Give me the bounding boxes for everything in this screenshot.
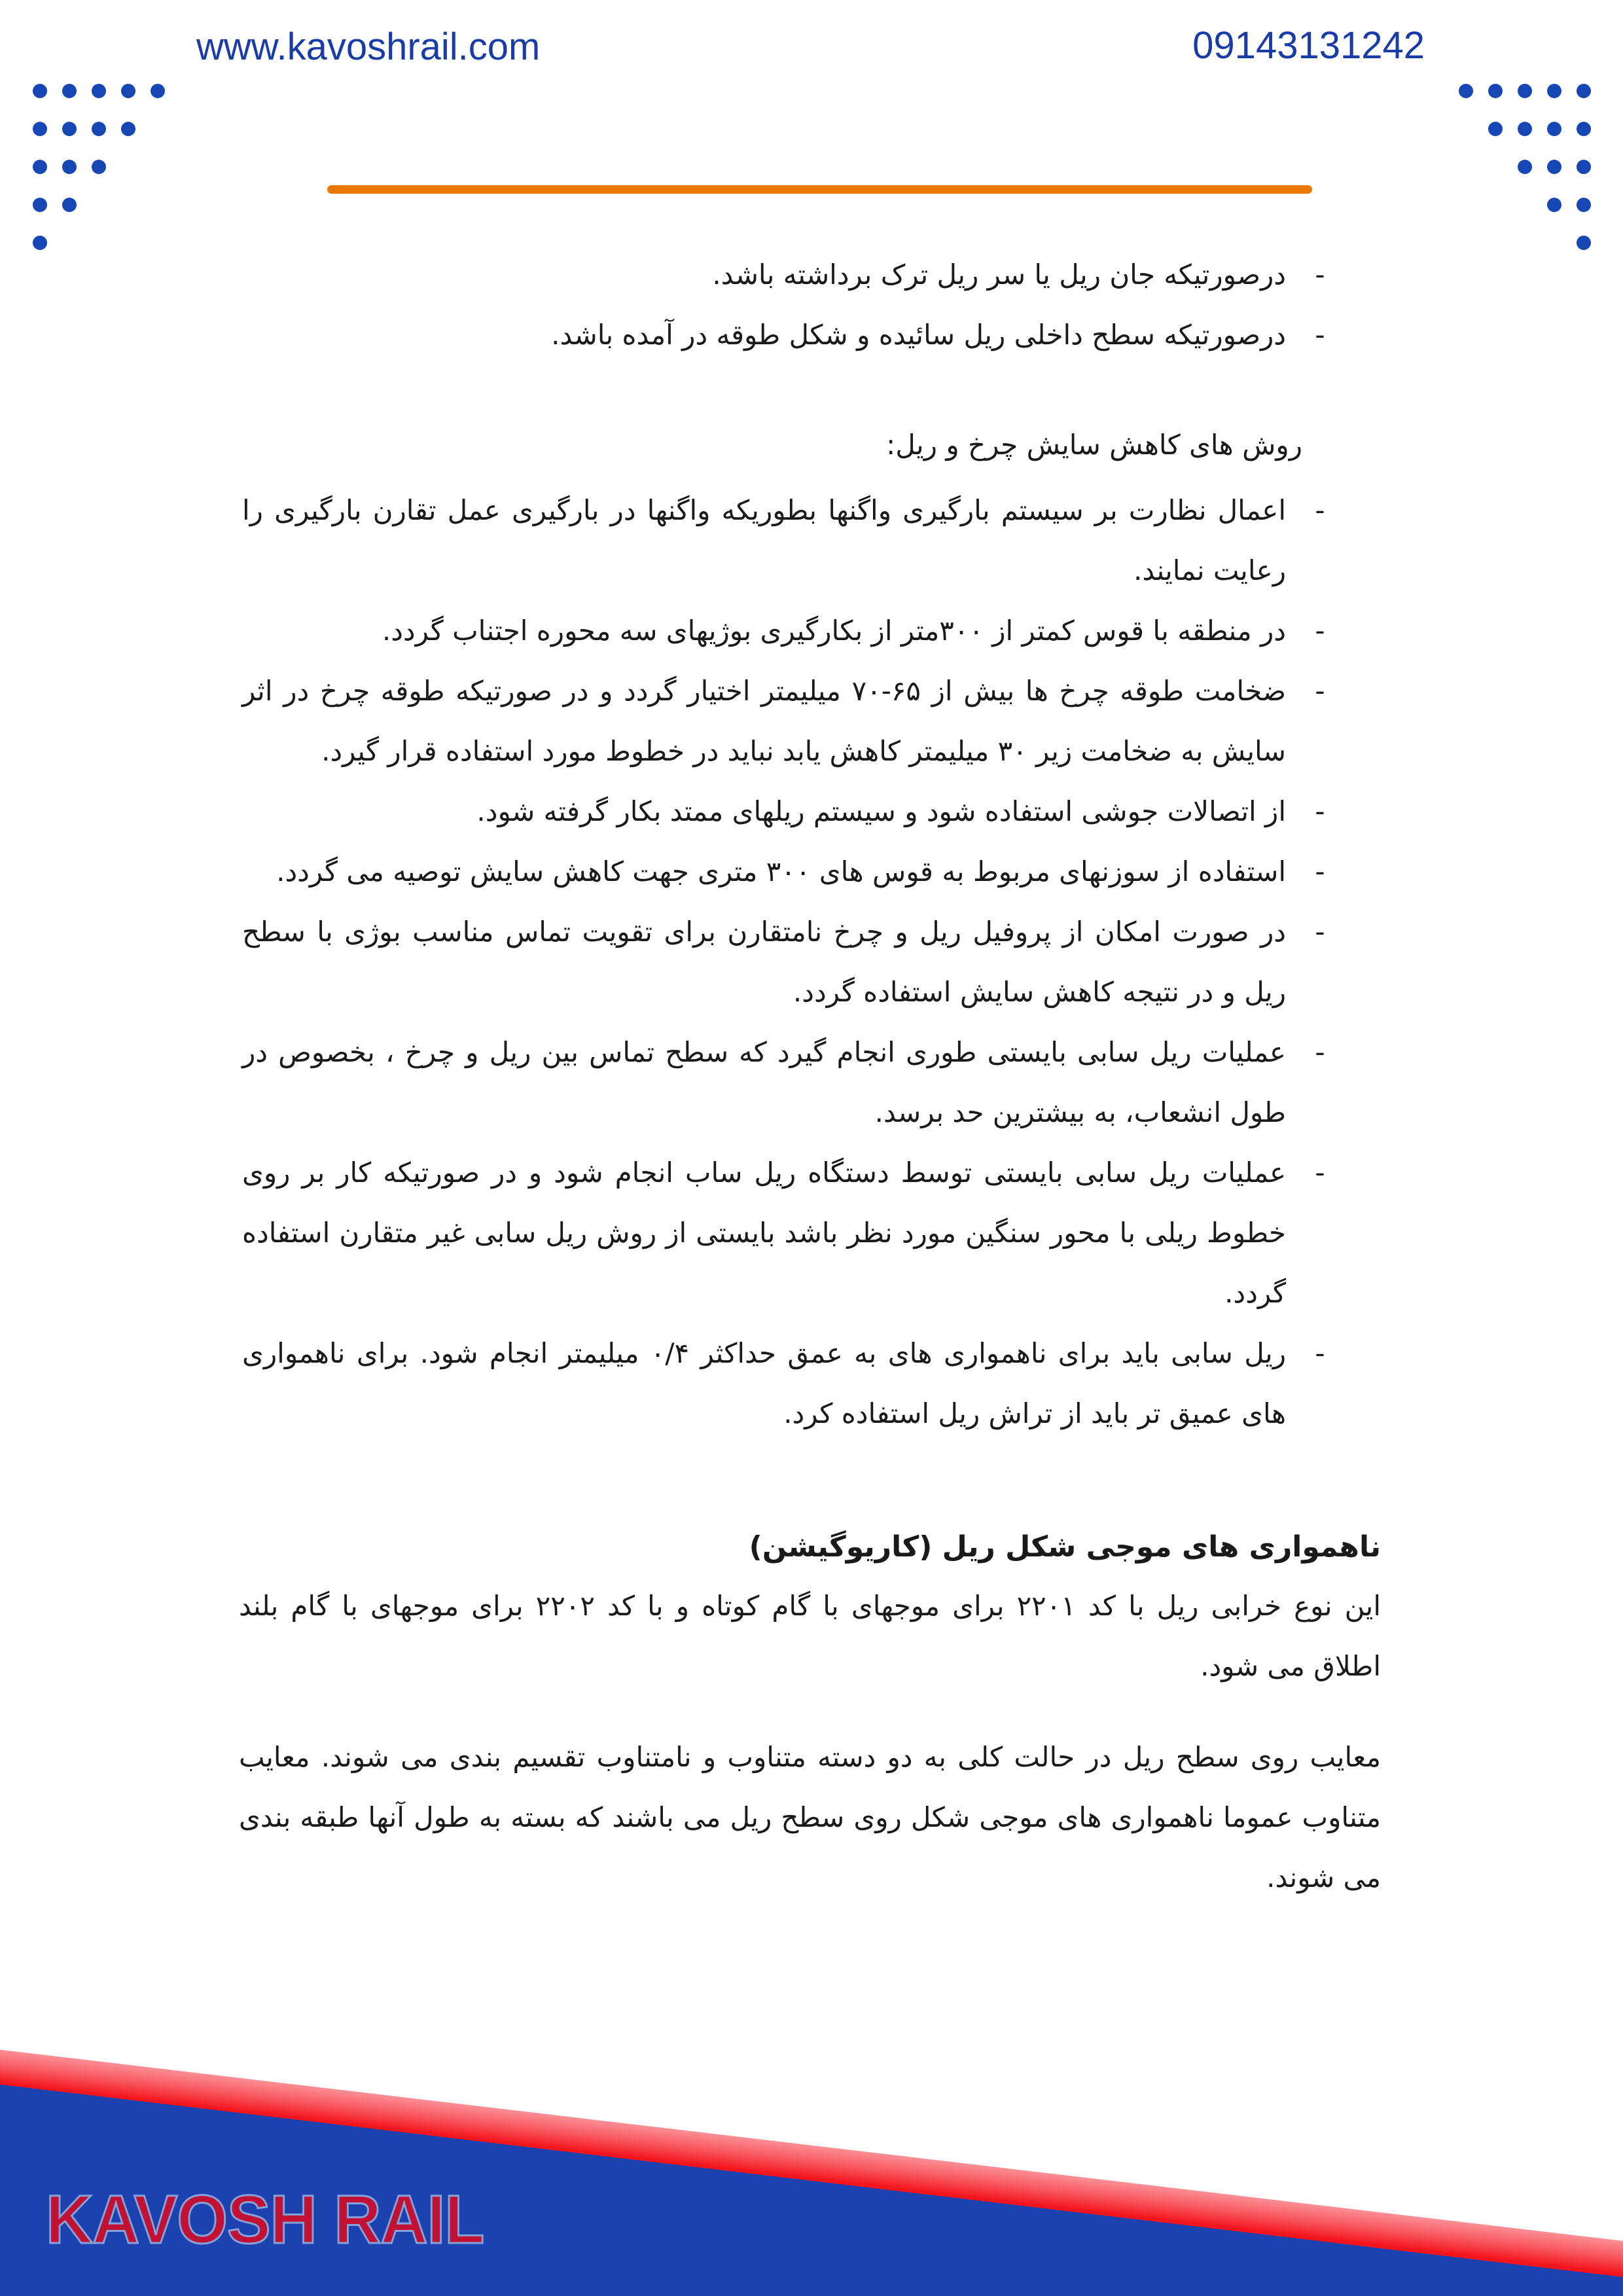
footer (0, 2029, 1623, 2296)
dot-row (1459, 160, 1591, 174)
dot-icon (33, 160, 47, 174)
bullet-text: درصورتیکه جان ریل یا سر ریل ترک برداشته باشد. (712, 259, 1286, 291)
dot-icon (33, 122, 47, 136)
bullet-text: اعمال نظارت بر سیستم بارگیری واگنها بطوریکه واگنها در بارگیری عمل تقارن بارگیری را رعایت نمایند. (242, 494, 1286, 586)
bullet-dash-icon: - (1315, 615, 1325, 647)
dot-row (1459, 122, 1591, 136)
phone-number: 09143131242 (1192, 24, 1425, 67)
dot-icon (62, 198, 77, 212)
bullet-text: در منطقه با قوس کمتر از ۳۰۰متر از بکارگیری بوژیهای سه محوره اجتناب گردد. (382, 615, 1286, 647)
dot-icon (151, 84, 165, 98)
dot-icon (92, 160, 106, 174)
bullet-dash-icon: - (1315, 319, 1325, 351)
dot-icon (1547, 122, 1561, 136)
list-item (242, 1143, 1329, 1323)
bullet-dash-icon: - (1315, 1337, 1325, 1369)
list-item (242, 480, 1329, 601)
dot-icon (1577, 236, 1591, 250)
dot-icon (33, 84, 47, 98)
dot-icon (1518, 160, 1532, 174)
dot-icon (62, 84, 77, 98)
dot-icon (1577, 198, 1591, 212)
bullet-dash-icon: - (1315, 1036, 1325, 1068)
list-item (242, 1022, 1329, 1143)
corrugation-heading: ناهمواری های موجی شکل ریل (کاریوگیشن) (749, 1530, 1381, 1564)
dot-row (33, 236, 165, 250)
dot-icon (33, 236, 47, 250)
dot-row (33, 198, 165, 212)
dot-icon (1488, 84, 1503, 98)
dots-decoration-right-icon (1459, 84, 1591, 250)
dot-icon (1577, 160, 1591, 174)
dot-icon (62, 122, 77, 136)
bullet-text: ریل سابی باید برای ناهمواری های به عمق حداکثر ۰/۴ میلیمتر انجام شود. برای ناهمواری های عمیق تر باید از تراش ریل استفاده کرد. (242, 1337, 1286, 1429)
bullet-text: از اتصالات جوشی استفاده شود و سیستم ریلهای ممتد بکار گرفته شود. (476, 795, 1286, 827)
bullet-text: در صورت امکان از پروفیل ریل و چرخ نامتقارن برای تقویت تماس مناسب بوژی با سطح ریل و در نتیجه کاهش سایش استفاده گردد. (242, 916, 1286, 1008)
orange-divider-line (327, 185, 1312, 194)
list-item (242, 245, 1329, 305)
dot-row (1459, 84, 1591, 98)
dot-row (33, 84, 165, 98)
dot-icon (1518, 84, 1532, 98)
bullet-text: استفاده از سوزنهای مربوط به قوس های ۳۰۰ متری جهت کاهش سایش توصیه می گردد. (276, 855, 1286, 888)
dot-row (33, 122, 165, 136)
dot-icon (1547, 198, 1561, 212)
list-item (242, 902, 1329, 1022)
bullet-dash-icon: - (1315, 675, 1325, 707)
dot-row (1459, 236, 1591, 250)
list-item (242, 601, 1329, 661)
intro-bullet-list (242, 245, 1329, 365)
dot-icon (92, 122, 106, 136)
dot-row (33, 160, 165, 174)
bullet-dash-icon: - (1315, 916, 1325, 948)
bullet-text: عملیات ریل سابی بایستی توسط دستگاه ریل ساب انجام شود و در صورتیکه کار بر روی خطوط ریلی با محور سنگین مورد نظر باشد بایستی از روش ریل سابی غیر متقارن استفاده گردد. (242, 1157, 1286, 1309)
bullet-text: درصورتیکه سطح داخلی ریل سائیده و شکل طوقه در آمده باشد. (551, 319, 1286, 351)
website-url: www.kavoshrail.com (196, 26, 541, 68)
list-item (242, 305, 1329, 365)
dot-icon (1488, 122, 1503, 136)
bullet-dash-icon: - (1315, 795, 1325, 827)
bullet-text: عملیات ریل سابی بایستی طوری انجام گیرد که سطح تماس بین ریل و چرخ ، بخصوص در طول انشعاب، به بیشترین حد برسد. (242, 1036, 1286, 1128)
list-item (242, 781, 1329, 842)
dot-icon (33, 198, 47, 212)
dot-icon (121, 122, 135, 136)
bullet-dash-icon: - (1315, 1157, 1325, 1189)
dot-icon (1547, 160, 1561, 174)
wear-reduction-bullet-list (242, 480, 1329, 1444)
dot-icon (1577, 84, 1591, 98)
dot-icon (1547, 84, 1561, 98)
dot-icon (1459, 84, 1473, 98)
dot-icon (1577, 122, 1591, 136)
dot-icon (1518, 122, 1532, 136)
section-heading: روش های کاهش سایش چرخ و ریل: (886, 429, 1302, 461)
dot-icon (62, 160, 77, 174)
bullet-text: ضخامت طوقه چرخ ها بیش از ۶۵-۷۰ میلیمتر اختیار گردد و در صورتیکه طوقه چرخ در اثر سایش به ضخامت زیر ۳۰ میلیمتر کاهش یابد نباید در خطوط مورد استفاده قرار گیرد. (242, 675, 1286, 767)
bullet-dash-icon: - (1315, 855, 1325, 888)
dot-icon (92, 84, 106, 98)
list-item (242, 1323, 1329, 1444)
dots-decoration-left-icon (33, 84, 165, 250)
corrugation-paragraph-1: این نوع خرابی ریل با کد ۲۲۰۱ برای موجهای با گام کوتاه و با کد ۲۲۰۲ برای موجهای با گام بلند اطلاق می شود. (239, 1590, 1381, 1682)
brand-logo-text: KAVOSH RAIL (46, 2181, 484, 2258)
dot-row (1459, 198, 1591, 212)
corrugation-paragraph-2: معایب روی سطح ریل در حالت کلی به دو دسته متناوب و نامتناوب تقسیم بندی می شوند. معایب متناوب عموما ناهمواری های موجی شکل روی سطح ریل می باشند که بسته به طول آنها طبقه بندی می شوند. (239, 1741, 1381, 1893)
dot-icon (121, 84, 135, 98)
list-item (242, 661, 1329, 781)
list-item (242, 842, 1329, 902)
bullet-dash-icon: - (1315, 494, 1325, 526)
bullet-dash-icon: - (1315, 259, 1325, 291)
